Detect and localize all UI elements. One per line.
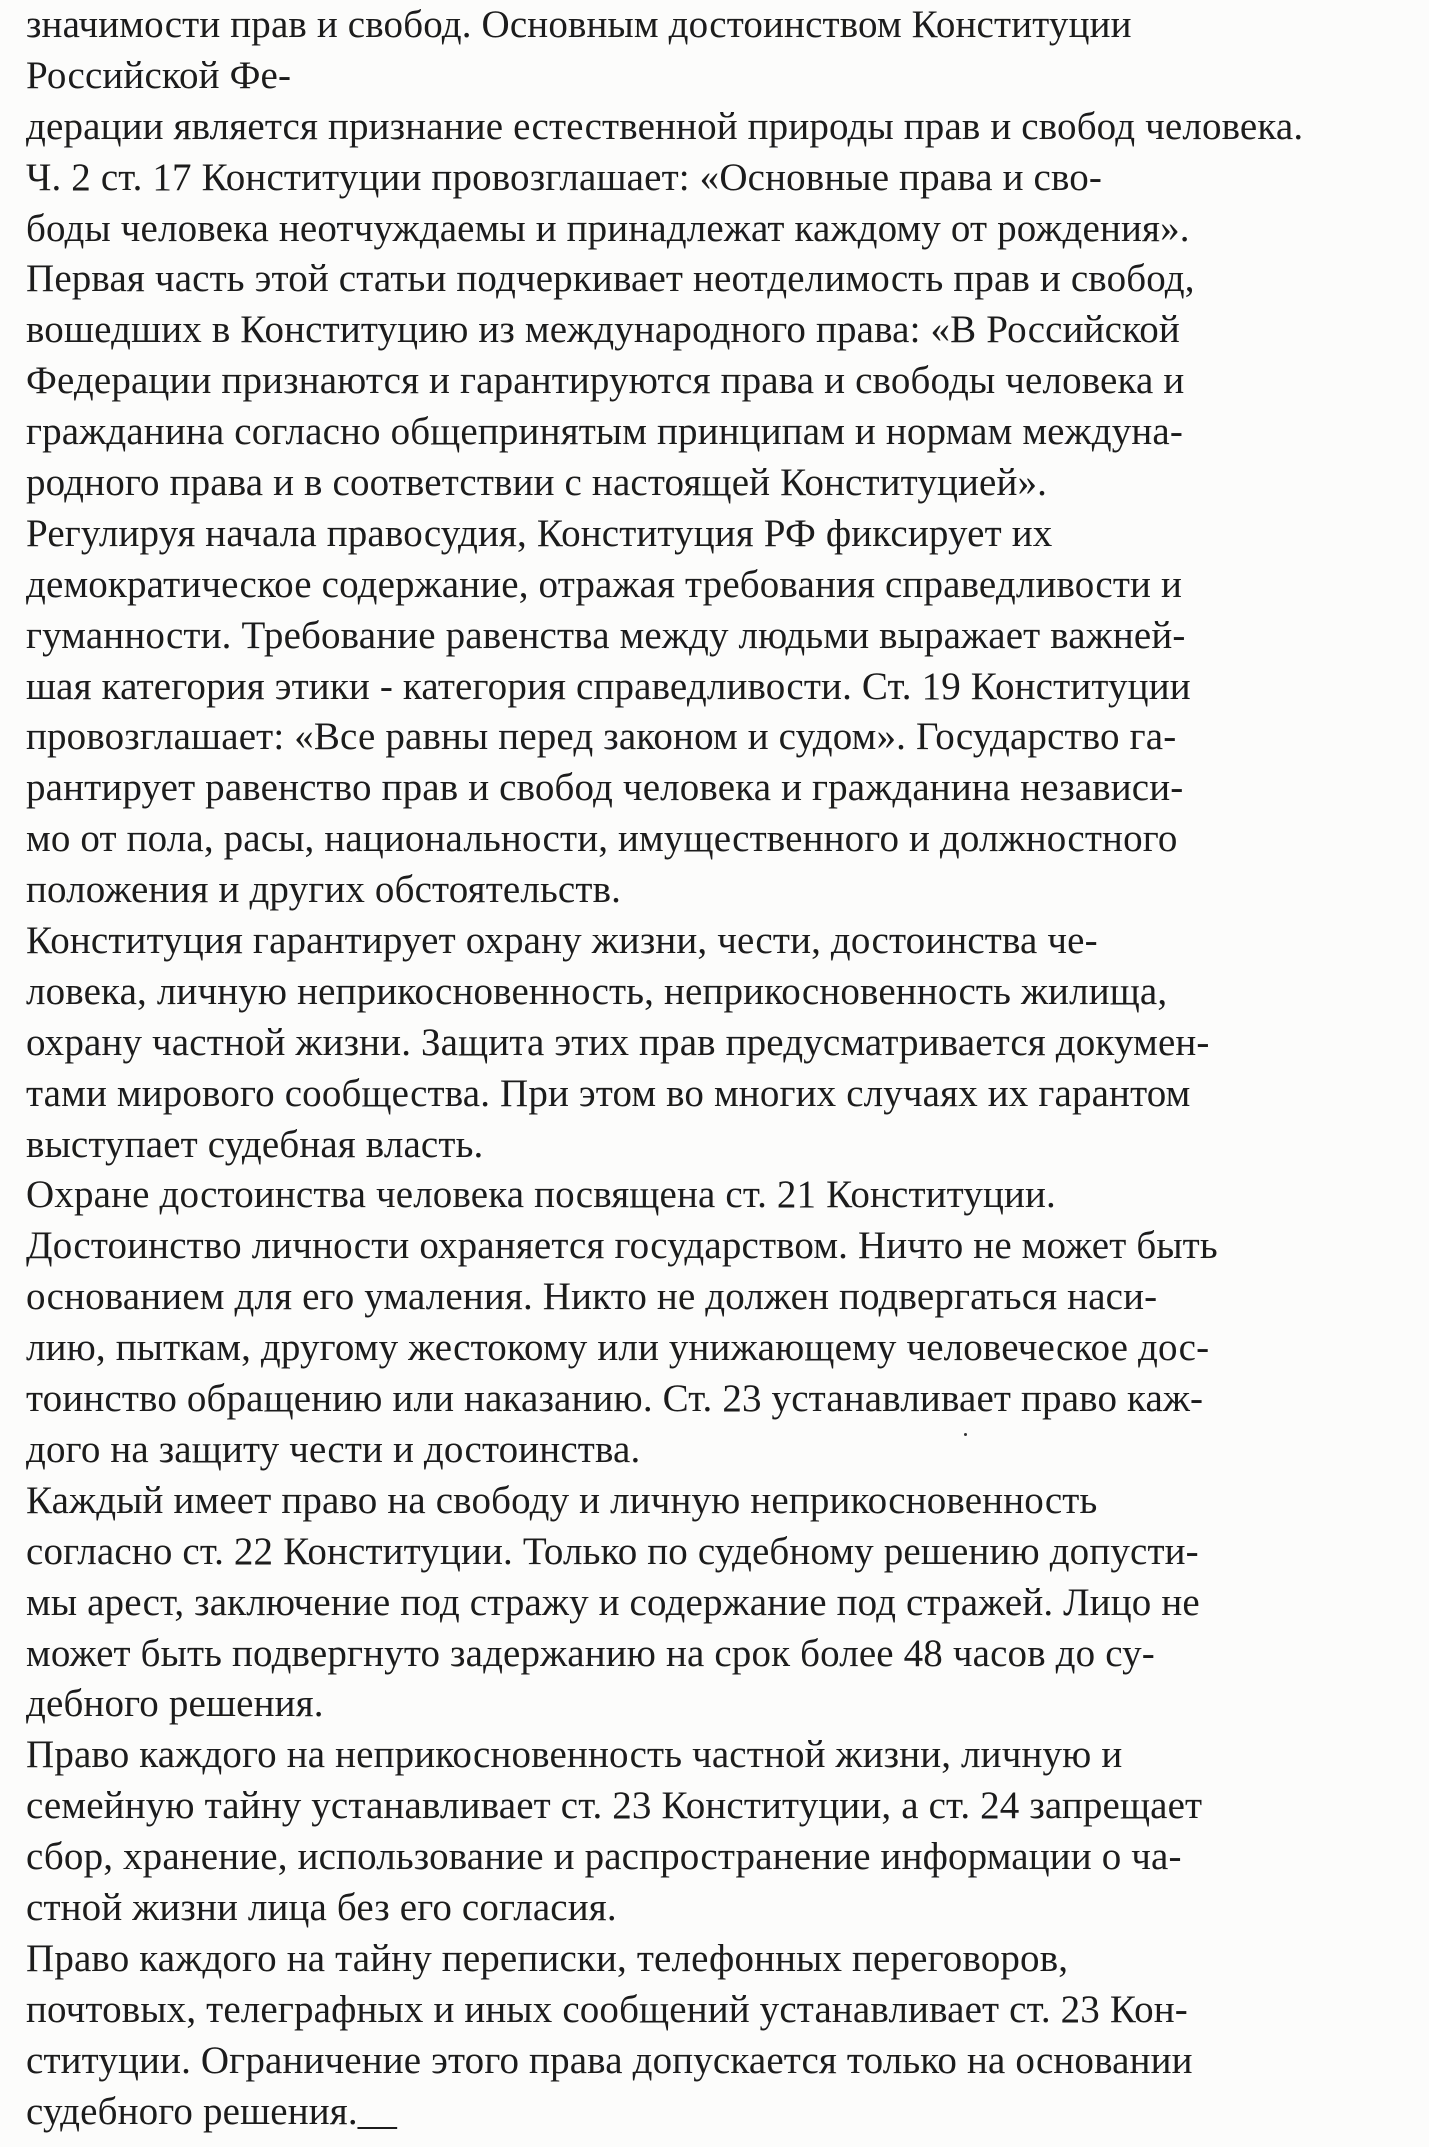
- scan-speck: [964, 1433, 967, 1436]
- text-line: Конституция гарантирует охрану жизни, чести, достоинства че-: [26, 919, 1098, 963]
- text-line: может быть подвергнуто задержанию на срок более 48 часов до су-: [26, 1631, 1155, 1675]
- text-line: дого на защиту чести и достоинства.: [26, 1427, 641, 1471]
- text-line: Российской Фе-: [26, 53, 292, 97]
- text-line: мо от пола, расы, национальности, имущественного и должностного: [26, 817, 1178, 861]
- text-line: мы арест, заключение под стражу и содержание под стражей. Лицо не: [26, 1580, 1200, 1624]
- text-line: тоинство обращению или наказанию. Ст. 23 устанавливает право каж-: [26, 1377, 1204, 1421]
- text-line: Право каждого на неприкосновенность частной жизни, личную и: [26, 1733, 1123, 1777]
- text-line: родного права и в соответствии с настоящей Конституцией».: [26, 461, 1048, 505]
- text-line: Ч. 2 ст. 17 Конституции провозглашает: «Основные права и сво-: [26, 155, 1103, 199]
- text-line: вошедших в Конституцию из международного права: «В Российской: [26, 308, 1180, 352]
- text-line: гуманности. Требование равенства между людьми выражает важней-: [26, 613, 1186, 657]
- text-line: дерации является признание естественной природы прав и свобод человека.: [26, 104, 1304, 148]
- text-line: стной жизни лица без его согласия.: [26, 1885, 617, 1929]
- text-line: лию, пыткам, другому жестокому или унижающему человеческое дос-: [26, 1326, 1210, 1370]
- text-line: Право каждого на тайну переписки, телефонных переговоров,: [26, 1936, 1069, 1980]
- text-line: шая категория этики - категория справедливости. Ст. 19 Конституции: [26, 664, 1191, 708]
- text-line: провозглашает: «Все равны перед законом и судом». Государство га-: [26, 715, 1177, 759]
- text-line: Регулируя начала правосудия, Конституция РФ фиксирует их: [26, 511, 1053, 555]
- text-line: Каждый имеет право на свободу и личную неприкосновенность: [26, 1478, 1098, 1522]
- text-line: основанием для его умаления. Никто не должен подвергаться наси-: [26, 1275, 1158, 1319]
- text-line: рантирует равенство прав и свобод человека и гражданина независи-: [26, 766, 1184, 810]
- body-text: [26, 0, 1426, 2137]
- text-line: положения и других обстоятельств.: [26, 868, 622, 912]
- text-line: Охране достоинства человека посвящена ст. 21 Конституции.: [26, 1173, 1056, 1217]
- text-line: семейную тайну устанавливает ст. 23 Конституции, а ст. 24 запрещает: [26, 1784, 1203, 1828]
- text-line: дебного решения.: [26, 1682, 324, 1726]
- text-line: Первая часть этой статьи подчеркивает неотделимость прав и свобод,: [26, 257, 1195, 301]
- text-line: почтовых, телеграфных и иных сообщений устанавливает ст. 23 Кон-: [26, 1987, 1188, 2031]
- text-line: сбор, хранение, использование и распространение информации о ча-: [26, 1835, 1182, 1879]
- text-line: Достоинство личности охраняется государством. Ничто не может быть: [26, 1224, 1218, 1268]
- text-line: согласно ст. 22 Конституции. Только по судебному решению допусти-: [26, 1529, 1199, 1573]
- text-line: Федерации признаются и гарантируются права и свободы человека и: [26, 359, 1185, 403]
- text-line: тами мирового сообщества. При этом во многих случаях их гарантом: [26, 1071, 1191, 1115]
- text-line: ституции. Ограничение этого права допускается только на основании: [26, 2038, 1193, 2082]
- text-line: демократическое содержание, отражая требования справедливости и: [26, 562, 1182, 606]
- text-line: гражданина согласно общепринятым принципам и нормам междуна-: [26, 410, 1183, 454]
- text-line: значимости прав и свобод. Основным достоинством Конституции: [26, 3, 1132, 46]
- text-line: выступает судебная власть.: [26, 1122, 484, 1166]
- text-line: ловека, личную неприкосновенность, неприкосновенность жилища,: [26, 969, 1168, 1013]
- text-line: охрану частной жизни. Защита этих прав предусматривается докумен-: [26, 1020, 1210, 1064]
- text-line: боды человека неотчуждаемы и принадлежат каждому от рождения».: [26, 206, 1190, 250]
- text-line: судебного решения.__: [26, 2089, 398, 2133]
